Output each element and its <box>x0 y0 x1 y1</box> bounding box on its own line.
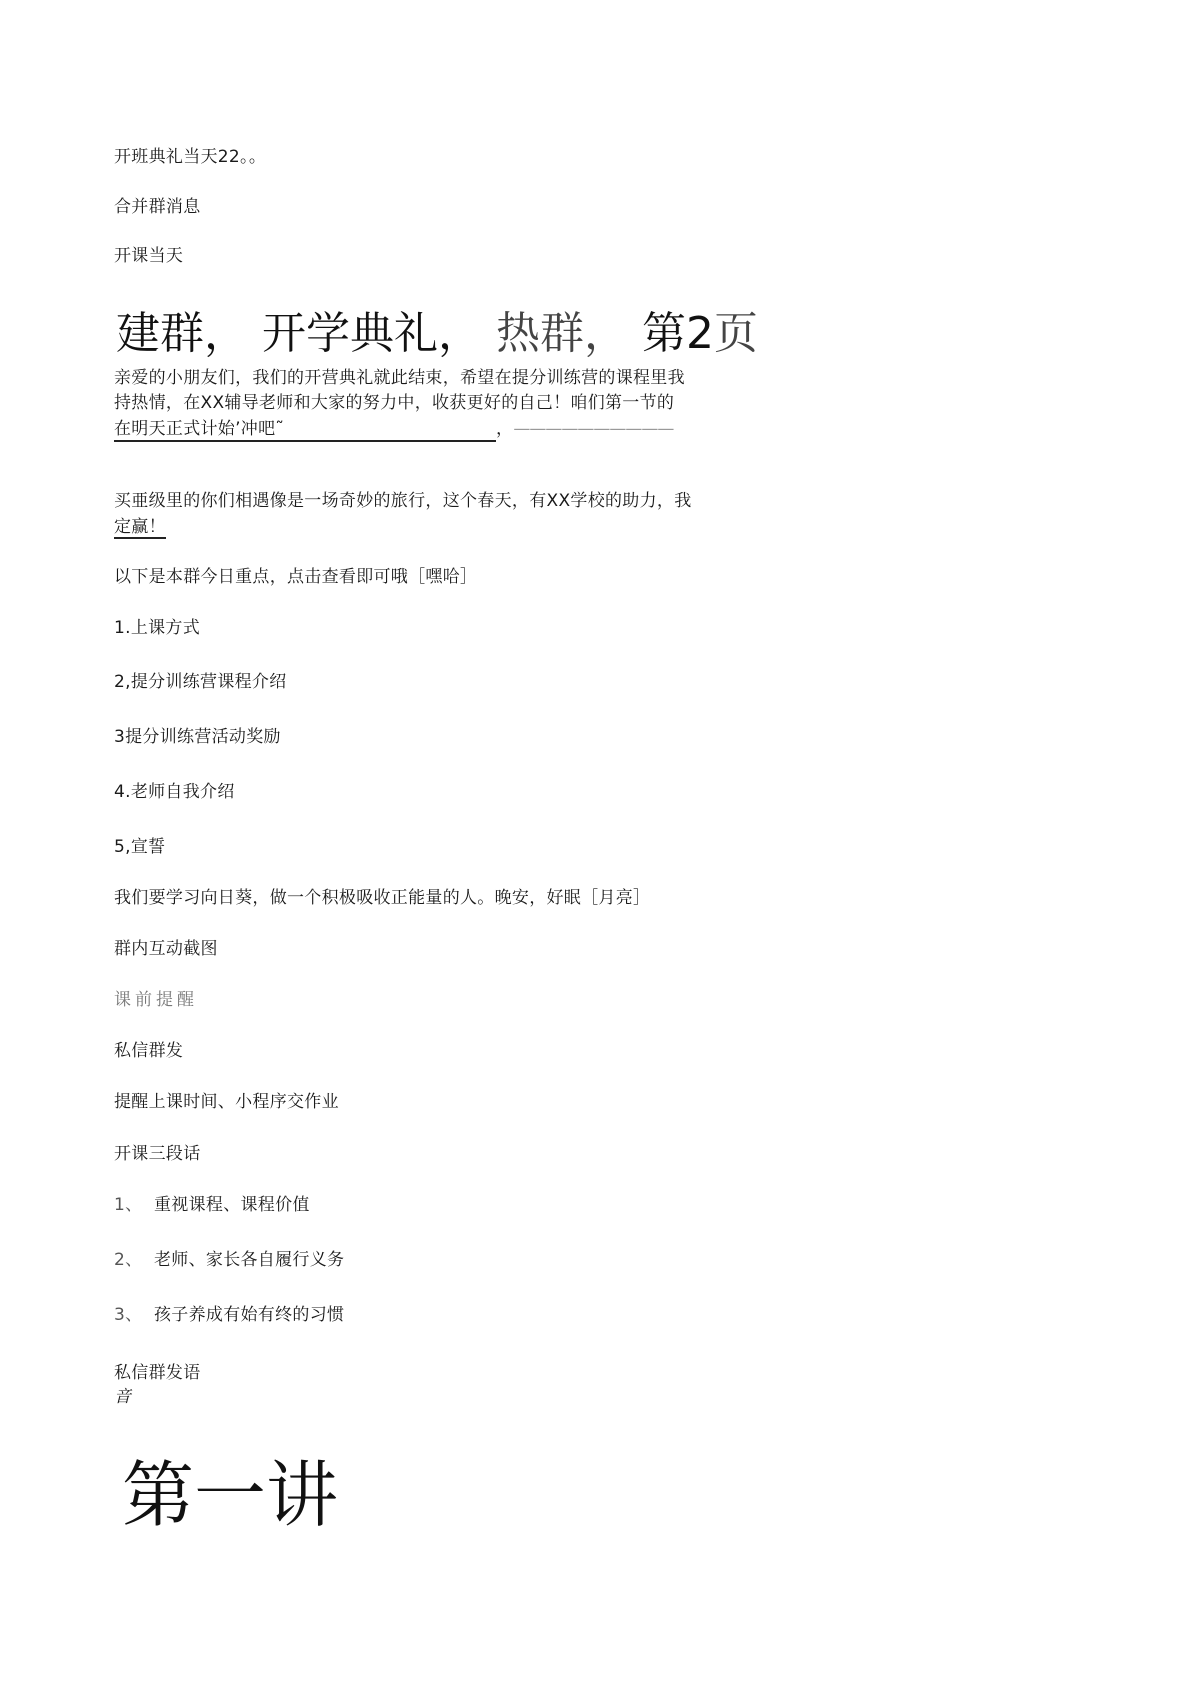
text-line-key-points: 以下是本群今日重点，点击查看即可哦［嘿哈］ <box>114 567 478 587</box>
talk-number: 3、 <box>114 1305 143 1325</box>
heading-part: 第2 <box>642 308 714 359</box>
text-line-pre-class-reminder: 课前提醒 <box>114 990 198 1010</box>
text-line-three-talks-title: 开课三段话 <box>114 1144 201 1164</box>
paragraph-line <box>114 516 166 538</box>
text-line-reminder: 提醒上课时间、小程序交作业 <box>114 1092 339 1112</box>
agenda-item: 4.老师自我介绍 <box>114 782 235 802</box>
talk-text: 老师、家长各自履行义务 <box>154 1250 345 1270</box>
text-line-merge-groups: 合并群消息 <box>114 197 201 217</box>
paragraph-line: 持热情，在XX辅导老师和大家的努力中，收获更好的自己！咱们第一节的 <box>114 393 675 413</box>
paragraph-line: 买亜级里的你们相遇像是一场奇妙的旅行，这个春天，有XX学校的助力，我 <box>114 491 692 511</box>
lecture-title: 第一讲 <box>122 1453 339 1537</box>
heading-part: 页 <box>714 308 758 359</box>
comma: ， <box>496 419 514 439</box>
talk-item <box>114 1249 344 1271</box>
underlined-text: 在明天正式计始’冲吧˜ <box>114 418 496 442</box>
paragraph-line <box>114 418 673 442</box>
heading-part: 开学典礼， <box>262 308 482 359</box>
dash-line: —————————— <box>513 419 674 439</box>
text-line-ceremony-day: 开班典礼当天22。。 <box>114 147 267 167</box>
heading-part: 热群， <box>496 308 628 359</box>
underlined-text: 定赢！ <box>114 517 166 537</box>
page-heading <box>116 308 762 360</box>
talk-number: 1、 <box>114 1195 143 1215</box>
heading-part: 建群， <box>116 308 248 359</box>
talk-item <box>114 1194 310 1216</box>
text-line-voice-message: 私信群发语 <box>114 1363 201 1383</box>
text-line-screenshot-label: 群内互动截图 <box>114 939 218 959</box>
text-line-private-message: 私信群发 <box>114 1041 184 1061</box>
agenda-item: 5,宣誓 <box>114 837 166 857</box>
agenda-item: 2,提分训练营课程介绍 <box>114 672 287 692</box>
text-line-class-day: 开课当天 <box>114 246 184 266</box>
agenda-item: 3提分训练营活动奖励 <box>114 727 281 747</box>
talk-item <box>114 1304 344 1326</box>
text-line-goodnight: 我们要学习向日葵，做一个积极吸收正能量的人。晚安，好眠［月亮］ <box>114 888 651 908</box>
agenda-item: 1.上课方式 <box>114 618 201 638</box>
talk-text: 重视课程、课程价值 <box>154 1195 310 1215</box>
talk-text: 孩子养成有始有终的习惯 <box>154 1305 345 1325</box>
text-line-voice-message-cont: 音 <box>114 1387 132 1407</box>
paragraph-line: 亲爱的小朋友们，我们的开营典礼就此结束，希望在提分训练营的课程里我 <box>114 368 685 388</box>
talk-number: 2、 <box>114 1250 143 1270</box>
